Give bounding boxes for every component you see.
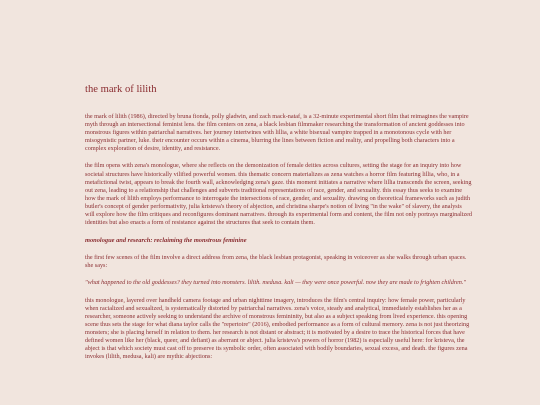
article-title: the mark of lilith — [85, 84, 157, 95]
paragraph-first-scenes: the first few scenes of the film involve a direct address from zena, the black lesbian protagonist, speaking in voiceover as she walks through urban spaces. she says: — [85, 254, 467, 270]
section-heading: monologue and research: reclaiming the monstrous feminine — [85, 237, 247, 245]
paragraph-intro: the mark of lilith (1986), directed by bruna fionda, polly gladwin, and zach mack-nataf, is a 32-minute experimental short film that reimagines the vampire myth through an intersectional feminist lens. the film centers on zena, a black lesbian filmmaker researching the transformation of ancient goddesses into monstrous figures within patriarchal narratives. her journey intertwines with lillia, a white bisexual vampire trapped in a monotonous cycle with her misogynistic partner, luke. their encounter occurs within a cinema, blurring the lines between fiction and reality, and propelling both characters into a complex exploration of desire, identity, and resistance. — [85, 113, 469, 153]
article — [85, 83, 473, 370]
paragraph-analysis: this monologue, layered over handheld camera footage and urban nighttime imagery, introduces the film's central inquiry: how female power, particularly when racialized and sexualized, is systematically distorted by patriarchal narratives. zena's voice, steady and analytical, immediately establishes her as a researcher, someone actively seeking to understand the archive of monstrous femininity, but also as a subject speaking from lived experience. this opening scene thus sets the stage for what diana taylor calls the "repertoire" (2016), embodied performance as a form of cultural memory. zena is not just theorizing monsters; she is placing herself in relation to them. her research is not distant or abstract; it is motivated by a desire to trace the historical forces that have defined women like her (black, queer, and defiant) as aberrant or abject. julia kristeva's powers of horror (1982) is especially useful here: for kristeva, the abject is that which society must cast off to preserve its symbolic order, often associated with bodily boundaries, sexual excess, and death. the figures zena invokes (lilith, medusa, kali) are mythic abjections: — [85, 296, 470, 361]
monologue-quote: "what happened to the old goddesses? they turned into monsters. lilith. medusa. kali — they were once powerful. now they are made to frighten children." — [85, 279, 467, 287]
paragraph-opening: the film opens with zena's monologue, where she reflects on the demonization of female deities across cultures, setting the stage for an inquiry into how societal structures have historically vilified powerful women. this thematic concern materializes as zena watches a horror film featuring lillia, who, in a metafictional twist, appears to break the fourth wall, acknowledging zena's gaze. this moment initiates a narrative where lillia transcends the screen, seeking out zena, leading to a relationship that challenges and subverts traditional representations of race, gender, and sexuality. this essay thus seeks to examine how the mark of lilith employs performance to interrogate the intersections of race, gender, and sexuality. drawing on theoretical frameworks such as judith butler's concept of gender performativity, julia kristeva's theory of abjection, and christina sharpe's notion of living "in the wake" of slavery, the analysis will explore how the film critiques and reconfigures dominant narratives. through its experimental form and content, the film not only portrays marginalized identities but also enacts a form of resistance against the structures that seek to contain them. — [85, 162, 473, 227]
